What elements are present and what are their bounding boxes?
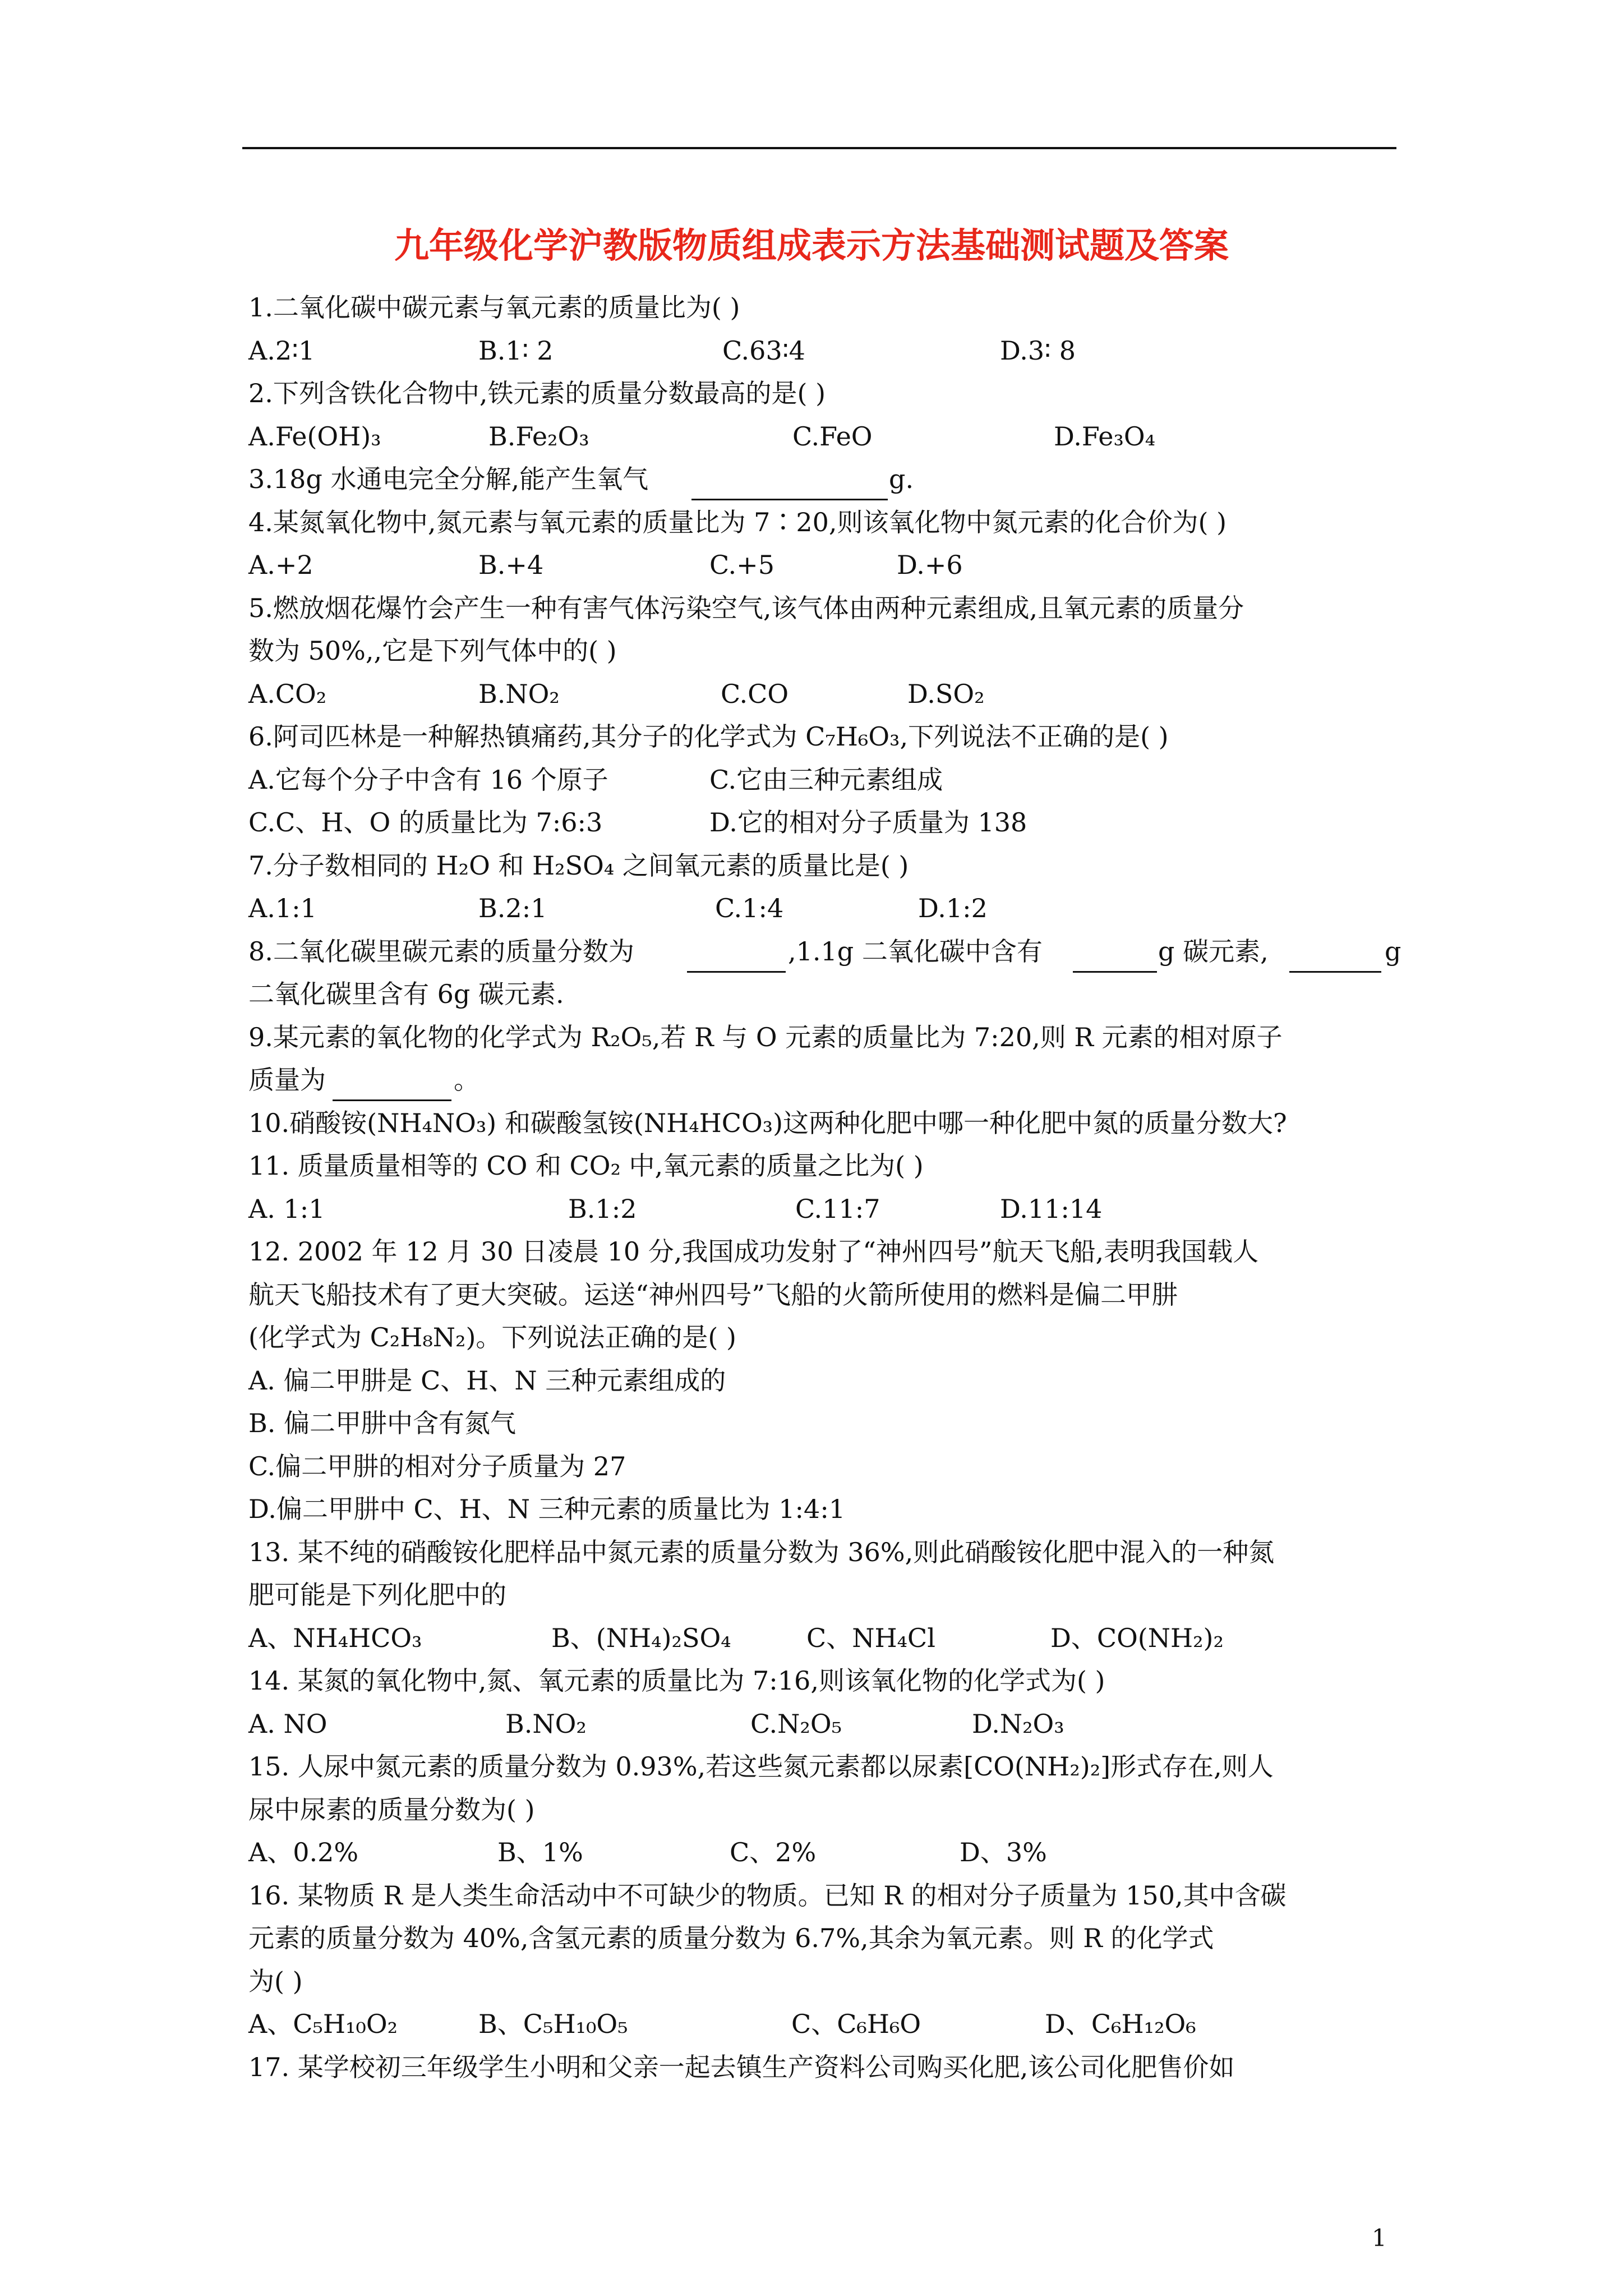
option: B.NO₂ xyxy=(505,1708,587,1739)
option: C、2% xyxy=(730,1837,817,1867)
options-line xyxy=(248,1188,1404,1231)
text-line xyxy=(248,1788,1404,1832)
option: C.11:7 xyxy=(795,1193,880,1224)
line-text: 元素的质量分数为 40%,含氢元素的质量分数为 6.7%,其余为氧元素。则 R 的化学式 xyxy=(248,1923,1214,1953)
options-line xyxy=(248,329,1404,372)
text-line xyxy=(248,1745,1404,1788)
text-line xyxy=(248,458,1404,501)
line-text: 14. 某氮的氧化物中,氮、氧元素的质量比为 7:16,则该氧化物的化学式为( ) xyxy=(248,1665,1105,1696)
option: D、3% xyxy=(960,1837,1047,1867)
text-line xyxy=(248,1874,1404,1917)
option-line xyxy=(248,1488,1404,1531)
line-text: 8.二氧化碳里碳元素的质量分数为 xyxy=(248,936,634,967)
text-line xyxy=(248,973,1404,1016)
line-text: 3.18g 水通电完全分解,能产生氧气 xyxy=(248,464,649,494)
option: D.+6 xyxy=(897,550,963,580)
option-line xyxy=(248,1445,1404,1488)
option: A.2∶1 xyxy=(248,335,315,366)
option: C.偏二甲肼的相对分子质量为 27 xyxy=(248,1451,626,1481)
option: A、0.2% xyxy=(248,1837,359,1867)
line-text: g xyxy=(1385,936,1401,967)
options-line xyxy=(248,887,1404,930)
line-text: 6.阿司匹林是一种解热镇痛药,其分子的化学式为 C₇H₆O₃,下列说法不正确的是( ) xyxy=(248,721,1169,752)
text-line xyxy=(248,844,1404,887)
option: C、NH₄Cl xyxy=(806,1622,935,1653)
option: D.Fe₃O₄ xyxy=(1054,421,1156,452)
line-text: 肥可能是下列化肥中的 xyxy=(248,1580,506,1610)
text-line xyxy=(248,1273,1404,1317)
option: C.63∶4 xyxy=(722,335,805,366)
line-text: 尿中尿素的质量分数为( ) xyxy=(248,1794,535,1825)
option: B.Fe₂O₃ xyxy=(488,421,589,452)
option: B. 偏二甲肼中含有氮气 xyxy=(248,1408,517,1438)
option: C.+5 xyxy=(709,550,774,580)
option: D.偏二甲肼中 C、H、N 三种元素的质量比为 1:4:1 xyxy=(248,1494,846,1524)
text-line xyxy=(248,1531,1404,1574)
option: A.1:1 xyxy=(248,893,317,923)
option: A、C₅H₁₀O₂ xyxy=(248,2009,398,2039)
options-line xyxy=(248,1831,1404,1874)
option: B、1% xyxy=(497,1837,583,1867)
option: D、CO(NH₂)₂ xyxy=(1050,1622,1224,1653)
line-text: 16. 某物质 R 是人类生命活动中不可缺少的物质。已知 R 的相对分子质量为 150,其中含碳 xyxy=(248,1880,1287,1911)
option: A.CO₂ xyxy=(248,678,327,709)
text-line xyxy=(248,587,1404,630)
options-line xyxy=(248,2003,1404,2046)
options-line xyxy=(248,1703,1404,1746)
text-line xyxy=(248,372,1404,415)
option: A.+2 xyxy=(248,550,313,580)
option: C.CO xyxy=(721,678,789,709)
line-text: 11. 质量质量相等的 CO 和 CO₂ 中,氧元素的质量之比为( ) xyxy=(248,1151,924,1181)
line-text: 13. 某不纯的硝酸铵化肥样品中氮元素的质量分数为 36%,则此硝酸铵化肥中混入的一种氮 xyxy=(248,1536,1275,1567)
line-text: 7.分子数相同的 H₂O 和 H₂SO₄ 之间氧元素的质量比是( ) xyxy=(248,850,909,881)
line-text: 4.某氮氧化物中,氮元素与氧元素的质量比为 7∶20,则该氧化物中氮元素的化合价为( ) xyxy=(248,507,1227,537)
text-line xyxy=(248,1659,1404,1703)
line-text: 1.二氧化碳中碳元素与氧元素的质量比为( ) xyxy=(248,292,740,323)
option: B.1∶ 2 xyxy=(478,335,554,366)
option: B.NO₂ xyxy=(478,678,560,709)
options-line xyxy=(248,1617,1404,1660)
option: A.Fe(OH)₃ xyxy=(248,421,381,452)
text-line xyxy=(248,286,1404,329)
text-line xyxy=(248,1230,1404,1273)
text-line xyxy=(248,930,1404,973)
option: C、C₆H₆O xyxy=(791,2009,921,2039)
text-line xyxy=(248,1016,1404,1059)
text-line xyxy=(248,2046,1404,2089)
option: C.N₂O₅ xyxy=(750,1708,842,1739)
option: A. NO xyxy=(248,1708,328,1739)
option-line xyxy=(248,1402,1404,1445)
option: D.N₂O₃ xyxy=(972,1708,1064,1739)
option: B.2:1 xyxy=(478,893,547,923)
option: D.11:14 xyxy=(1000,1193,1103,1224)
text-line xyxy=(248,1960,1404,2003)
option: B.+4 xyxy=(478,550,544,580)
page-number: 1 xyxy=(1372,2224,1387,2252)
line-text: 15. 人尿中氮元素的质量分数为 0.93%,若这些氮元素都以尿素[CO(NH₂)₂]形式存在,则人 xyxy=(248,1751,1274,1782)
text-line xyxy=(248,1316,1404,1359)
line-text: 9.某元素的氧化物的化学式为 R₂O₅,若 R 与 O 元素的质量比为 7:20,则 R 元素的相对原子 xyxy=(248,1022,1283,1052)
option: A.它每个分子中含有 16 个原子 xyxy=(248,764,608,795)
option: C.C、H、O 的质量比为 7:6:3 xyxy=(248,807,603,838)
option-line xyxy=(248,1359,1404,1402)
text-line xyxy=(248,1144,1404,1188)
option: D、C₆H₁₂O₆ xyxy=(1045,2009,1196,2039)
options-line xyxy=(248,673,1404,716)
line-text: 17. 某学校初三年级学生小明和父亲一起去镇生产资料公司购买化肥,该公司化肥售价如 xyxy=(248,2051,1235,2082)
line-text: 航天飞船技术有了更大突破。运送“神州四号”飞船的火箭所使用的燃料是偏二甲肼 xyxy=(248,1279,1178,1310)
option: D.1:2 xyxy=(918,893,988,923)
line-text: 10.硝酸铵(NH₄NO₃) 和碳酸氢铵(NH₄HCO₃)这两种化肥中哪一种化肥中氮的质量分数大? xyxy=(248,1107,1287,1138)
line-text: 二氧化碳里含有 6g 碳元素. xyxy=(248,979,564,1009)
line-text: 质量为 xyxy=(248,1065,326,1095)
line-text: g. xyxy=(889,464,914,494)
options-line xyxy=(248,801,1404,844)
line-text: ,1.1g 二氧化碳中含有 xyxy=(788,936,1043,967)
option: D.SO₂ xyxy=(907,678,985,709)
option: D.它的相对分子质量为 138 xyxy=(709,807,1027,838)
option: B、(NH₄)₂SO₄ xyxy=(551,1622,731,1653)
text-line xyxy=(248,629,1404,673)
line-text: 12. 2002 年 12 月 30 日凌晨 10 分,我国成功发射了“神州四号”航天飞船,表明我国载人 xyxy=(248,1236,1259,1267)
option: A. 1:1 xyxy=(248,1193,325,1224)
document-title: 九年级化学沪教版物质组成表示方法基础测试题及答案 xyxy=(394,225,1229,266)
options-line xyxy=(248,544,1404,587)
text-line xyxy=(248,1102,1404,1145)
text-line xyxy=(248,501,1404,544)
line-text: 数为 50%,,它是下列气体中的( ) xyxy=(248,636,617,666)
header-rule xyxy=(242,147,1396,149)
text-line xyxy=(248,1059,1404,1102)
option: C.它由三种元素组成 xyxy=(709,764,943,795)
options-line xyxy=(248,415,1404,458)
line-text: 2.下列含铁化合物中,铁元素的质量分数最高的是( ) xyxy=(248,378,826,408)
option: C.1:4 xyxy=(715,893,784,923)
option: A、NH₄HCO₃ xyxy=(248,1622,422,1653)
option: B、C₅H₁₀O₅ xyxy=(478,2009,628,2039)
text-line xyxy=(248,715,1404,758)
line-text: 为( ) xyxy=(248,1966,303,1996)
option: C.FeO xyxy=(792,421,873,452)
text-line xyxy=(248,1573,1404,1617)
option: B.1:2 xyxy=(568,1193,637,1224)
options-line xyxy=(248,758,1404,802)
line-text: 5.燃放烟花爆竹会产生一种有害气体污染空气,该气体由两种元素组成,且氧元素的质量分 xyxy=(248,592,1244,623)
question-body xyxy=(248,286,1404,2088)
line-text: g 碳元素, xyxy=(1158,936,1269,967)
text-line xyxy=(248,1917,1404,1960)
option: D.3∶ 8 xyxy=(1000,335,1076,366)
option: A. 偏二甲肼是 C、H、N 三种元素组成的 xyxy=(248,1365,726,1396)
line-text: 。 xyxy=(454,1065,479,1095)
line-text: (化学式为 C₂H₈N₂)。下列说法正确的是( ) xyxy=(248,1322,736,1352)
